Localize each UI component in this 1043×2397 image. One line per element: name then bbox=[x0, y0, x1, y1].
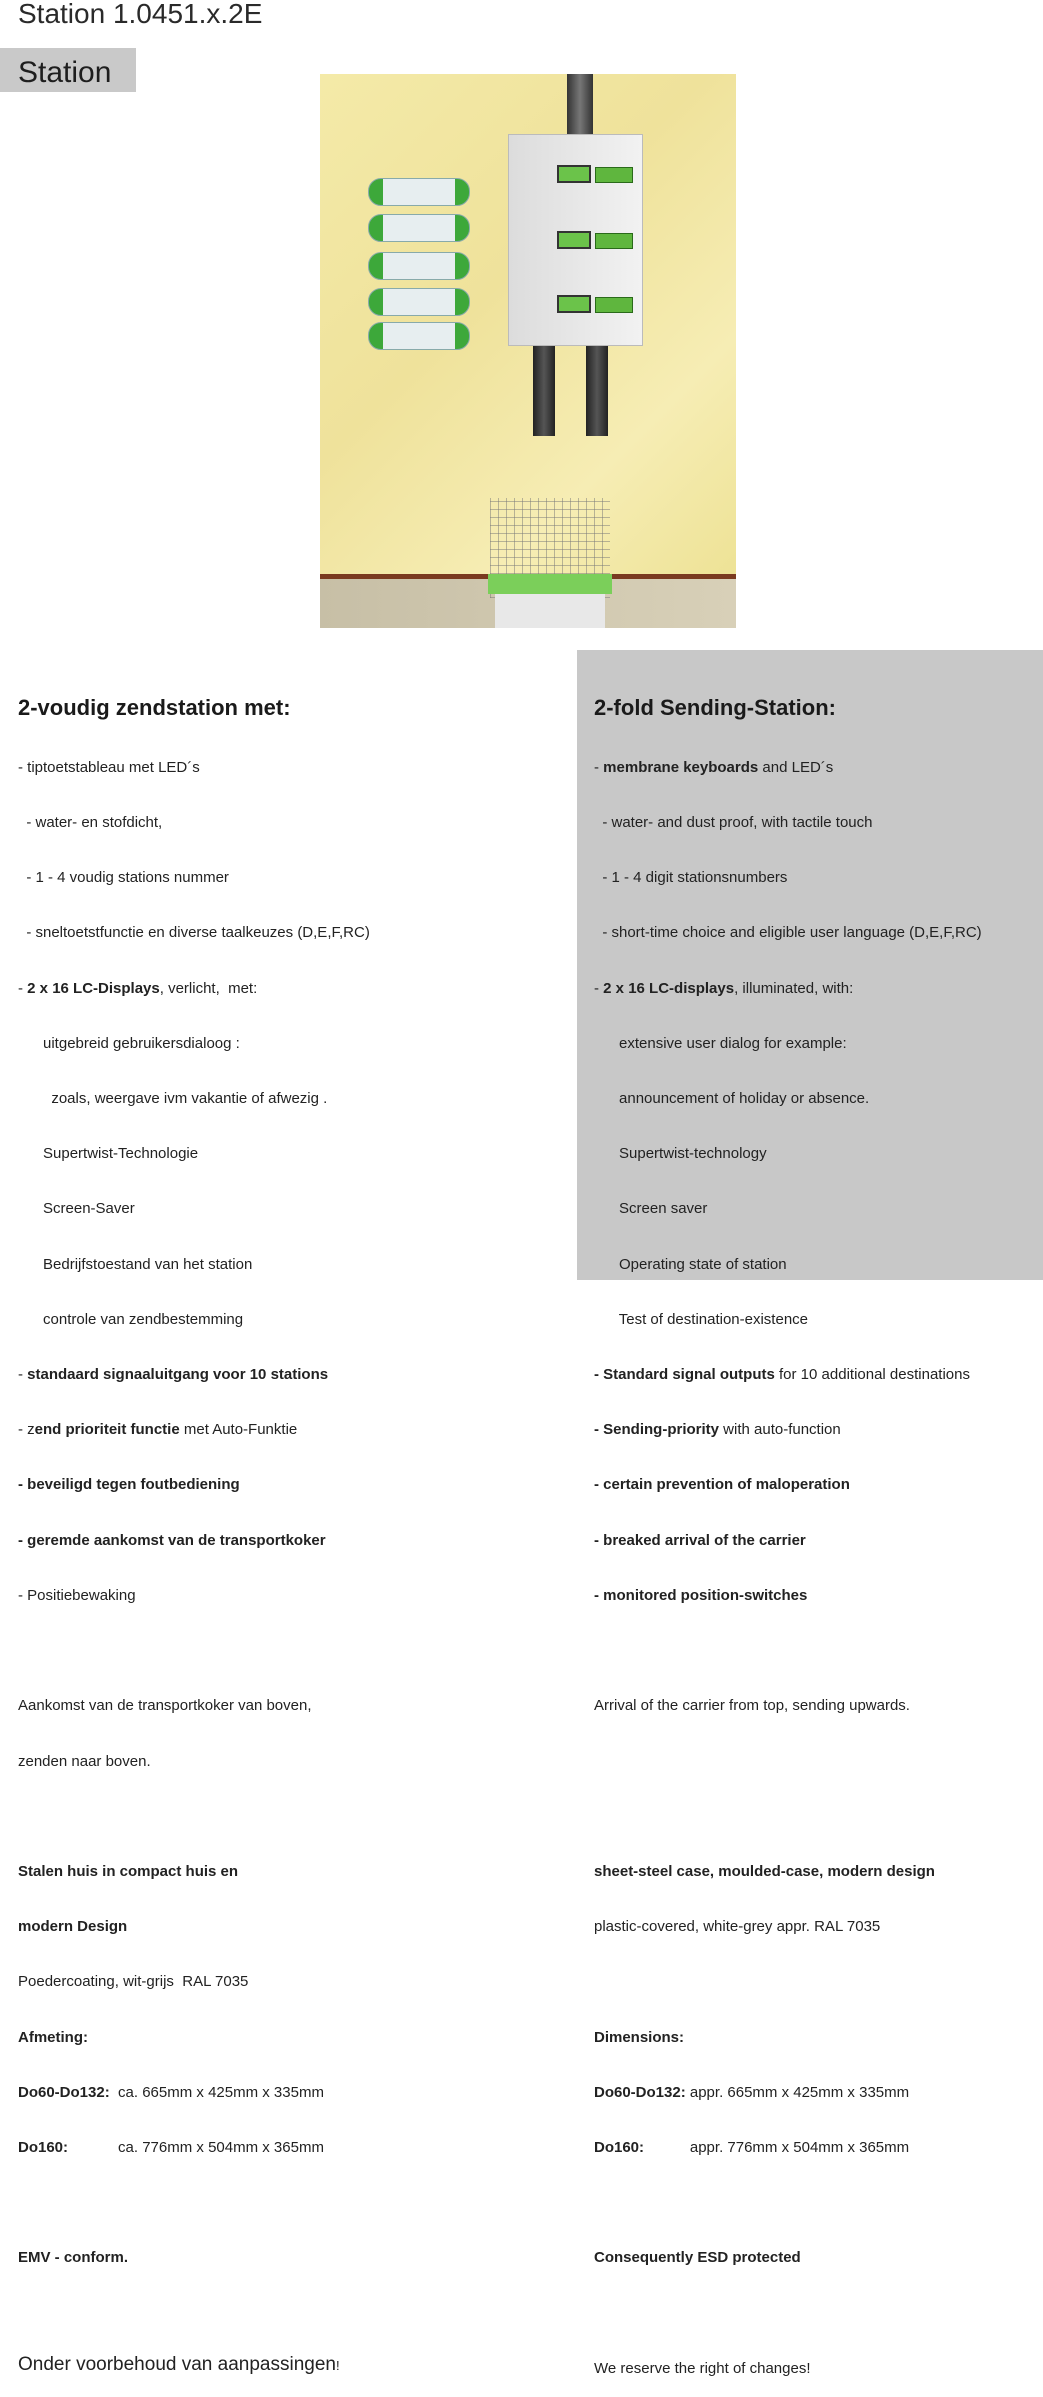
nl-case: Stalen huis in compact huis en bbox=[18, 1862, 239, 1880]
en-closing: We reserve the right of changes! bbox=[594, 2359, 811, 2377]
photo-lcd-display bbox=[557, 231, 591, 249]
photo-keypad bbox=[595, 167, 633, 183]
nl-dimension-row: Do160: ca. 776mm x 504mm x 365mm bbox=[18, 2139, 324, 2157]
en-line: announcement of holiday or absence. bbox=[594, 1089, 870, 1107]
nl-line: - geremde aankomst van de transportkoker bbox=[18, 1531, 326, 1549]
en-line: - short-time choice and eligible user language (D,E,F,RC) bbox=[594, 924, 982, 942]
photo-keypad bbox=[595, 297, 633, 313]
en-line: Screen saver bbox=[594, 1200, 708, 1218]
en-dimension-row: Do160: appr. 776mm x 504mm x 365mm bbox=[594, 2139, 910, 2157]
en-line: - 1 - 4 digit stationsnumbers bbox=[594, 869, 788, 887]
dutch-description bbox=[18, 658, 370, 2395]
en-line: Supertwist-technology bbox=[594, 1145, 767, 1163]
section-label: Station bbox=[18, 56, 112, 89]
en-dimensions-label: Dimensions: bbox=[594, 2028, 685, 2046]
page-title: Station 1.0451.x.2E bbox=[18, 0, 263, 29]
nl-arrival: zenden naar boven. bbox=[18, 1752, 151, 1770]
photo-carrier bbox=[368, 252, 470, 280]
nl-line: - 1 - 4 voudig stations nummer bbox=[18, 869, 229, 887]
photo-lcd-display bbox=[557, 165, 591, 183]
nl-line: zoals, weergave ivm vakantie of afwezig . bbox=[18, 1089, 328, 1107]
photo-top-pipe bbox=[567, 74, 593, 142]
en-line: - monitored position-switches bbox=[594, 1586, 808, 1604]
en-line: - membrane keyboards and LED´s bbox=[594, 758, 834, 776]
nl-line: - tiptoetstableau met LED´s bbox=[18, 758, 200, 776]
photo-station-cabinet bbox=[508, 134, 643, 346]
nl-arrival: Aankomst van de transportkoker van boven, bbox=[18, 1697, 312, 1715]
nl-line: - standaard signaaluitgang voor 10 stations bbox=[18, 1366, 329, 1384]
en-arrival: Arrival of the carrier from top, sending upwards. bbox=[594, 1697, 910, 1715]
en-case: plastic-covered, white-grey appr. RAL 7035 bbox=[594, 1918, 881, 1936]
nl-heading: 2-voudig zendstation met: bbox=[18, 694, 291, 720]
nl-dimensions-label: Afmeting: bbox=[18, 2028, 88, 2046]
nl-line: - zend prioriteit functie met Auto-Funktie bbox=[18, 1421, 298, 1439]
nl-case: Poedercoating, wit-grijs RAL 7035 bbox=[18, 1973, 249, 1991]
nl-closing: Onder voorbehoud van aanpassingen! bbox=[18, 2353, 340, 2375]
en-case: sheet-steel case, moulded-case, modern design bbox=[594, 1862, 935, 1880]
nl-line: Bedrijfstoestand van het station bbox=[18, 1255, 253, 1273]
en-line: extensive user dialog for example: bbox=[594, 1034, 847, 1052]
nl-line: - beveiligd tegen foutbediening bbox=[18, 1476, 240, 1494]
nl-line: - water- en stofdicht, bbox=[18, 813, 163, 831]
nl-line: Screen-Saver bbox=[18, 1200, 135, 1218]
en-line: - Sending-priority with auto-function bbox=[594, 1421, 841, 1439]
photo-carrier bbox=[368, 178, 470, 206]
en-line: Test of destination-existence bbox=[594, 1310, 809, 1328]
en-line: - Standard signal outputs for 10 additional destinations bbox=[594, 1366, 970, 1384]
photo-tube-right bbox=[586, 346, 608, 436]
nl-case: modern Design bbox=[18, 1918, 128, 1936]
nl-line: uitgebreid gebruikersdialoog : bbox=[18, 1034, 240, 1052]
nl-line: - Positiebewaking bbox=[18, 1586, 136, 1604]
photo-carrier bbox=[368, 214, 470, 242]
photo-tube-left bbox=[533, 346, 555, 436]
en-line: - 2 x 16 LC-displays, illuminated, with: bbox=[594, 979, 854, 997]
english-description bbox=[594, 658, 982, 2397]
nl-line: Supertwist-Technologie bbox=[18, 1145, 199, 1163]
en-line: - certain prevention of maloperation bbox=[594, 1476, 850, 1494]
photo-keypad bbox=[595, 233, 633, 249]
nl-line: - 2 x 16 LC-Displays, verlicht, met: bbox=[18, 979, 258, 997]
nl-line: controle van zendbestemming bbox=[18, 1310, 244, 1328]
nl-line: - sneltoetstfunctie en diverse taalkeuzes (D,E,F,RC) bbox=[18, 924, 370, 942]
en-esd: Consequently ESD protected bbox=[594, 2249, 801, 2267]
photo-carrier bbox=[368, 288, 470, 316]
photo-lcd-display bbox=[557, 295, 591, 313]
en-heading: 2-fold Sending-Station: bbox=[594, 694, 836, 720]
product-photo bbox=[320, 74, 736, 628]
en-dimension-row: Do60-Do132: appr. 665mm x 425mm x 335mm bbox=[594, 2083, 910, 2101]
photo-carrier bbox=[368, 322, 470, 350]
photo-basket-base bbox=[488, 574, 612, 594]
nl-dimension-row: Do60-Do132: ca. 665mm x 425mm x 335mm bbox=[18, 2083, 324, 2101]
en-line: Operating state of station bbox=[594, 1255, 787, 1273]
en-line: - breaked arrival of the carrier bbox=[594, 1531, 806, 1549]
nl-emv: EMV - conform. bbox=[18, 2249, 129, 2267]
photo-stand bbox=[495, 594, 605, 628]
en-line: - water- and dust proof, with tactile touch bbox=[594, 813, 873, 831]
section-label-bar bbox=[0, 48, 136, 92]
